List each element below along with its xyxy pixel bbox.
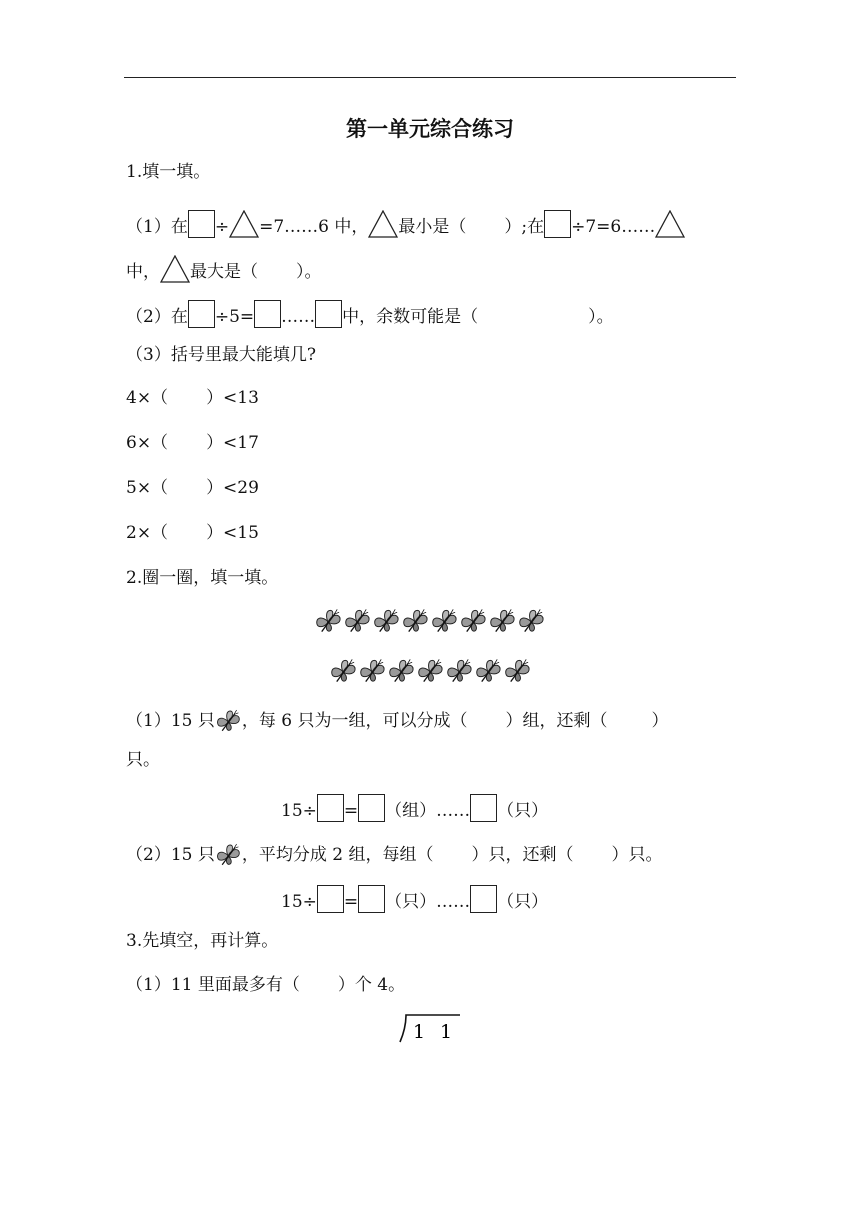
blank-box[interactable]	[317, 885, 344, 913]
q2-p1-text-c: ）组，还剩（	[505, 711, 608, 731]
butterfly-row	[0, 655, 860, 685]
q1-p1-text-d: 最小是（	[398, 217, 467, 237]
butterfly-icon	[416, 655, 445, 685]
blank-box[interactable]	[317, 794, 344, 822]
long-division-bracket	[398, 1012, 462, 1044]
q1-p1-text-i: ）。	[296, 262, 322, 282]
q1-p2-text-d: 中，余数可能是（	[342, 307, 479, 327]
q2-p1-text-b: ，每 6 只为一组，可以分成（	[241, 711, 468, 731]
q1-p1-text-g: 中，	[126, 262, 160, 282]
blank-box[interactable]	[188, 210, 215, 238]
inequality-item	[126, 431, 259, 455]
blank-box[interactable]	[315, 300, 342, 328]
triangle-blank-icon[interactable]	[229, 210, 259, 238]
butterfly-icon	[215, 840, 242, 868]
butterfly-icon	[474, 655, 503, 685]
blank-box[interactable]	[358, 885, 385, 913]
butterfly-icon	[503, 655, 532, 685]
q1-p1-text-f: ÷7=6……	[571, 217, 656, 237]
inequality-left: 5×（	[126, 478, 169, 498]
butterfly-icon	[329, 655, 358, 685]
q2-equation-1	[281, 794, 548, 823]
butterfly-icon	[358, 655, 387, 685]
butterfly-icon	[372, 605, 401, 635]
butterfly-icon	[215, 706, 242, 734]
q1-p1-text-c: =7……6 中，	[259, 217, 369, 237]
triangle-blank-icon[interactable]	[655, 210, 685, 238]
triangle-icon	[368, 210, 398, 238]
q1-p1-line2	[126, 255, 322, 284]
butterfly-row	[0, 605, 860, 635]
eq-text: （只）	[497, 801, 549, 821]
q1-p1-text-b: ÷	[214, 217, 230, 237]
q2-p1-text-d: ）	[651, 711, 669, 731]
inequality-right: ）<13	[206, 388, 259, 408]
page-title: 第一单元综合练习	[346, 117, 514, 141]
q1-p1-text-a: （1）在	[126, 217, 188, 237]
butterfly-icon	[387, 655, 416, 685]
inequality-right: ）<15	[206, 523, 259, 543]
eq-text: 15÷	[281, 801, 317, 821]
q2-p1-text-a: （1）15 只	[126, 711, 215, 731]
eq-text: （组）……	[385, 801, 471, 821]
eq-text: （只）	[497, 892, 549, 912]
q3-p1-line	[126, 973, 405, 997]
butterfly-icon	[445, 655, 474, 685]
inequality-item	[126, 476, 259, 500]
butterfly-icon	[430, 605, 459, 635]
inequality-item	[126, 521, 259, 545]
q3-p1-text-b: ）个 4。	[337, 975, 406, 995]
dividend-digit: 1	[413, 1021, 426, 1043]
inequality-right: ）<29	[206, 478, 259, 498]
blank-box[interactable]	[254, 300, 281, 328]
blank-box[interactable]	[358, 794, 385, 822]
q2-p2-text-b: ，平均分成 2 组，每组（	[241, 845, 434, 865]
butterfly-icon	[314, 605, 343, 635]
blank-box[interactable]	[470, 885, 497, 913]
inequality-right: ）<17	[206, 433, 259, 453]
q1-p1-text-e: ）;在	[504, 217, 545, 237]
q1-p2-text-b: ÷5=	[214, 307, 255, 327]
inequality-left: 4×（	[126, 388, 169, 408]
inequality-left: 2×（	[126, 523, 169, 543]
butterfly-icon	[459, 605, 488, 635]
eq-text: （只）……	[385, 892, 471, 912]
butterfly-icon	[517, 605, 546, 635]
q2-p2-text-a: （2）15 只	[126, 845, 215, 865]
q2-p2-text-c: ）只，还剩（	[471, 845, 574, 865]
q1-heading: 1.填一填。	[126, 162, 211, 182]
q2-equation-2	[281, 885, 548, 914]
q3-heading: 3.先填空，再计算。	[126, 931, 279, 951]
q2-p1-line1	[126, 706, 668, 734]
blank-box[interactable]	[544, 210, 571, 238]
butterfly-icon	[343, 605, 372, 635]
eq-text: 15÷	[281, 892, 317, 912]
q1-p3-heading: （3）括号里最大能填几?	[126, 345, 316, 365]
butterfly-icon	[401, 605, 430, 635]
q2-p2-text-d: ）只。	[611, 845, 663, 865]
q2-p2-line	[126, 840, 662, 868]
butterfly-icon	[488, 605, 517, 635]
inequality-item	[126, 386, 259, 410]
q2-p1-line2: 只。	[126, 750, 160, 770]
eq-text: =	[343, 892, 359, 912]
q1-p2-line	[126, 300, 614, 329]
q1-p1-line1	[126, 210, 685, 239]
q1-p2-text-a: （2）在	[126, 307, 188, 327]
q1-p2-text-e: ）。	[588, 307, 614, 327]
triangle-icon	[160, 255, 190, 283]
q1-p1-text-h: 最大是（	[190, 262, 258, 282]
q1-p2-text-c: ……	[281, 307, 316, 327]
blank-box[interactable]	[188, 300, 215, 328]
blank-box[interactable]	[470, 794, 497, 822]
eq-text: =	[343, 801, 359, 821]
header-rule	[124, 77, 736, 78]
q3-p1-text-a: （1）11 里面最多有（	[126, 975, 300, 995]
dividend-digit: 1	[440, 1021, 453, 1043]
q2-heading: 2.圈一圈，填一填。	[126, 568, 279, 588]
inequality-left: 6×（	[126, 433, 169, 453]
